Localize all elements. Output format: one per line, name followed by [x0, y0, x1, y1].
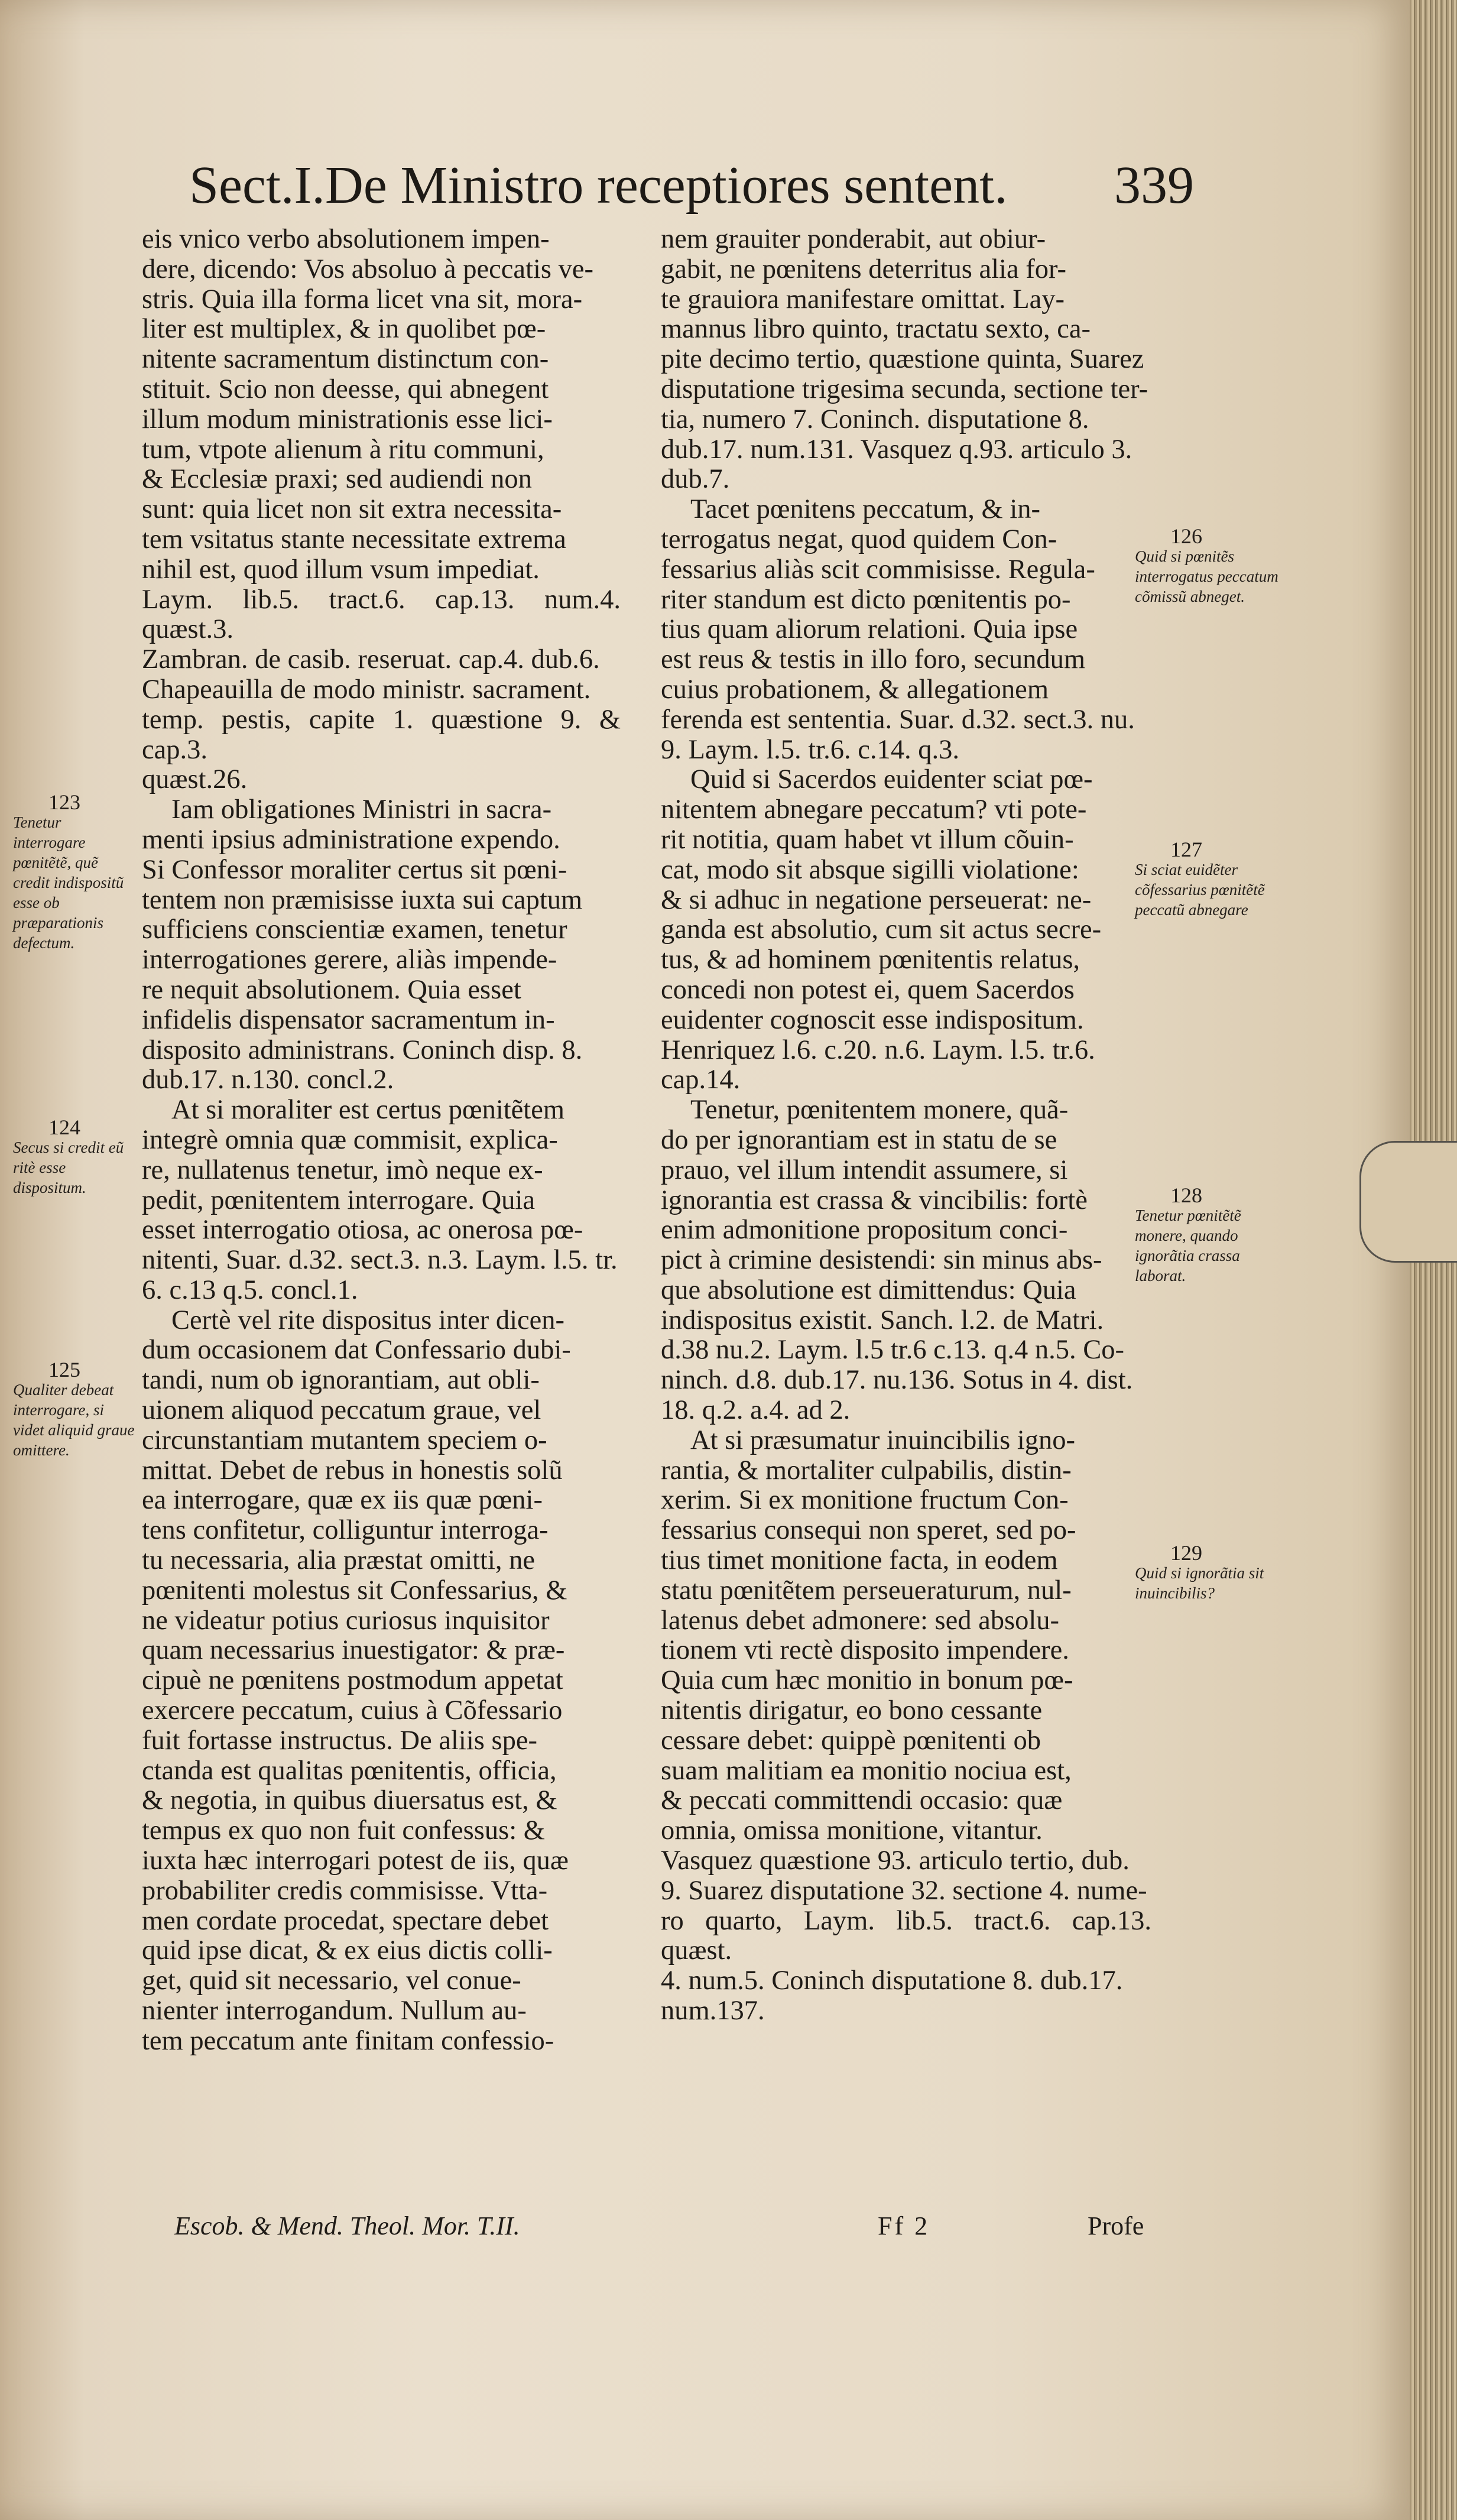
text-line: riter standum est dicto pœnitentis po- — [661, 584, 1071, 615]
text-line: fessarius consequi non speret, sed po- — [661, 1515, 1076, 1546]
text-line: eis vnico verbo absolutionem impen- — [142, 224, 550, 254]
signature-mark: Ff 2 — [878, 2211, 930, 2240]
bookmark-tab — [1359, 1141, 1457, 1263]
text-line: mannus libro quinto, tractatu sexto, ca- — [661, 314, 1091, 345]
margin-note-text: Qualiter debeat interrogare, si videt aliquid graue omittere. — [13, 1381, 135, 1459]
text-line: pœnitenti molestus sit Confessarius, & — [142, 1575, 567, 1606]
text-line: dum occasionem dat Confessario dubi- — [142, 1335, 571, 1366]
text-line: concedi non potest ei, quem Sacerdos — [661, 974, 1075, 1005]
margin-note-number: 124 — [48, 1115, 80, 1139]
text-line: xerim. Si ex monitione fructum Con- — [661, 1485, 1069, 1516]
margin-note-text: Tenetur pœnitẽtẽ monere, quando ignorãtia crassa laborat. — [1135, 1207, 1241, 1285]
text-line: circunstantiam mutantem speciem o- — [142, 1425, 547, 1455]
text-line: Chapeauilla de modo ministr. sacrament. — [142, 674, 591, 705]
margin-note-text: Si sciat euidẽter cõfessarius pœnitẽtẽ peccatũ abnegare — [1135, 861, 1265, 919]
text-line: tem vsitatus stante necessitate extrema — [142, 524, 566, 554]
text-line: est reus & testis in illo foro, secundum — [661, 644, 1086, 675]
text-line: tionem vti rectè disposito impendere. — [661, 1635, 1069, 1666]
margin-note-128 — [1135, 1185, 1283, 1286]
text-line: 9. Laym. l.5. tr.6. c.14. q.3. — [661, 734, 959, 765]
text-line: tens confitetur, colliguntur interroga- — [142, 1515, 549, 1546]
text-line: nem grauiter ponderabit, aut obiur- — [661, 224, 1046, 254]
text-line: mittat. Debet de rebus in honestis solũ — [142, 1455, 563, 1486]
text-line: euidenter cognoscit esse indispositum. — [661, 1004, 1084, 1035]
margin-note-number: 129 — [1170, 1541, 1202, 1565]
text-line: quid ipse dicat, & ex eius dictis colli- — [142, 1935, 553, 1966]
text-line: tia, numero 7. Coninch. disputatione 8. — [661, 404, 1089, 434]
text-line: & Ecclesiæ praxi; sed audiendi non — [142, 464, 532, 495]
text-line: tius quam aliorum relationi. Quia ipse — [661, 614, 1078, 645]
text-line: pite decimo tertio, quæstione quinta, Suarez — [661, 344, 1144, 375]
text-line: tandi, num ob ignorantiam, aut obli- — [142, 1365, 540, 1396]
text-line: uionem aliquod peccatum graue, vel — [142, 1395, 541, 1426]
text-line: nitentem abnegare peccatum? vti pote- — [661, 794, 1087, 825]
text-line: ctanda est qualitas pœnitentis, officia, — [142, 1755, 557, 1786]
text-line: At si moraliter est certus pœnitẽtem — [171, 1095, 565, 1126]
margin-note-124 — [13, 1117, 137, 1198]
text-line: fessarius aliàs scit commisisse. Regula- — [661, 554, 1095, 585]
text-line: temp. pestis, capite 1. quæstione 9. & cap.3. — [142, 704, 621, 765]
text-line: rantia, & mortaliter culpabilis, distin- — [661, 1455, 1072, 1486]
text-line: quæst.26. — [142, 764, 248, 795]
margin-note-125 — [13, 1360, 137, 1460]
margin-note-number: 126 — [1170, 524, 1202, 548]
text-line: nihil est, quod illum vsum impediat. — [142, 554, 540, 585]
text-line: sufficiens conscientiæ examen, tenetur — [142, 914, 567, 945]
text-line: prauo, vel illum intendit assumere, si — [661, 1154, 1068, 1185]
text-line: ignorantia est crassa & vincibilis: fortè — [661, 1185, 1088, 1215]
text-line: & si adhuc in negatione perseuerat: ne- — [661, 884, 1092, 915]
text-line: Quid si Sacerdos euidenter sciat pœ- — [690, 764, 1093, 795]
text-line: illum modum ministrationis esse lici- — [142, 404, 553, 434]
text-line: Iam obligationes Ministri in sacra- — [171, 794, 552, 825]
margin-note-number: 123 — [48, 790, 80, 814]
header-title: Sect.I.De Ministro receptiores sentent. — [189, 156, 1008, 215]
margin-note-123 — [13, 792, 137, 953]
text-line: ninch. d.8. dub.17. nu.136. Sotus in 4. dist. — [661, 1365, 1133, 1396]
text-line: tempus ex quo non fuit confessus: & — [142, 1815, 545, 1846]
text-line: quam necessarius inuestigator: & præ- — [142, 1635, 565, 1666]
text-line: do per ignorantiam est in statu de se — [661, 1124, 1057, 1155]
text-line: ferenda est sententia. Suar. d.32. sect.3. nu. — [661, 704, 1135, 735]
text-line: Henriquez l.6. c.20. n.6. Laym. l.5. tr.6. — [661, 1034, 1095, 1065]
text-line: que absolutione est dimittendus: Quia — [661, 1274, 1076, 1305]
text-line: Laym. lib.5. tract.6. cap.13. num.4. quæst.3. — [142, 584, 621, 645]
text-line: indispositus existit. Sanch. l.2. de Matri. — [661, 1305, 1104, 1335]
margin-note-127 — [1135, 839, 1283, 920]
text-line: cap.14. — [661, 1065, 741, 1095]
text-line: te grauiora manifestare omittat. Lay- — [661, 284, 1065, 314]
text-line: enim admonitione propositum conci- — [661, 1215, 1068, 1246]
text-line: rit notitia, quam habet vt illum cõuin- — [661, 824, 1074, 855]
text-line: iuxta hæc interrogari potest de iis, quæ — [142, 1846, 569, 1876]
text-line: Certè vel rite dispositus inter dicen- — [171, 1305, 565, 1335]
text-line: tum, vtpote alienum à ritu communi, — [142, 434, 544, 465]
text-line: 6. c.13 q.5. concl.1. — [142, 1274, 358, 1305]
text-line: disposito administrans. Coninch disp. 8. — [142, 1034, 583, 1065]
text-line: re nequit absolutionem. Quia esset — [142, 974, 521, 1005]
text-line: exercere peccatum, cuius à Cõfessario — [142, 1695, 563, 1726]
text-line: tentem non præmisisse iuxta sui captum — [142, 884, 583, 915]
text-line: tu necessaria, alia præstat omitti, ne — [142, 1545, 536, 1576]
margin-note-number: 125 — [48, 1358, 80, 1381]
text-line: ro quarto, Laym. lib.5. tract.6. cap.13. quæst. — [661, 1905, 1151, 1966]
right-text-column — [661, 225, 1151, 2026]
text-line: probabiliter credis commisisse. Vtta- — [142, 1875, 548, 1906]
text-line: 9. Suarez disputatione 32. sectione 4. nume- — [661, 1875, 1147, 1906]
catchword: Profe — [1088, 2211, 1144, 2240]
running-header — [189, 155, 1194, 216]
text-line: ganda est absolutio, cum sit actus secre- — [661, 914, 1102, 945]
text-line: tus, & ad hominem pœnitentis relatus, — [661, 945, 1080, 975]
margin-note-text: Tenetur interrogare pœnitẽtẽ, quẽ credit indispositũ esse ob præparationis defectum. — [13, 813, 124, 952]
text-line: ea interrogare, quæ ex iis quæ pœni- — [142, 1485, 543, 1516]
text-line: Si Confessor moraliter certus sit pœni- — [142, 854, 567, 885]
margin-note-number: 127 — [1170, 838, 1202, 861]
text-line: cipuè ne pœnitens postmodum appetat — [142, 1665, 563, 1696]
text-line: At si præsumatur inuincibilis igno- — [690, 1425, 1075, 1455]
margin-note-text: Quid si ignorãtia sit inuincibilis? — [1135, 1564, 1264, 1602]
text-line: nienter interrogandum. Nullum au- — [142, 1996, 527, 2026]
text-line: tius timet monitione facta, in eodem — [661, 1545, 1058, 1576]
page-number: 339 — [1114, 156, 1194, 215]
text-line: Zambran. de casib. reseruat. cap.4. dub.6. — [142, 644, 600, 675]
text-line: Tenetur, pœnitentem monere, quã- — [690, 1095, 1069, 1126]
text-line: & negotia, in quibus diuersatus est, & — [142, 1785, 557, 1816]
text-line: gabit, ne pœnitens deterritus alia for- — [661, 254, 1067, 284]
text-line: latenus debet admonere: sed absolu- — [661, 1605, 1060, 1636]
text-line: integrè omnia quæ commisit, explica- — [142, 1124, 558, 1155]
text-line: Tacet pœnitens peccatum, & in- — [690, 494, 1040, 525]
text-line: ne videatur potius curiosus inquisitor — [142, 1605, 550, 1636]
text-line: pedit, pœnitentem interrogare. Quia — [142, 1185, 535, 1215]
text-line: & peccati committendi occasio: quæ — [661, 1785, 1063, 1816]
margin-note-126 — [1135, 526, 1283, 607]
margin-note-text: Secus si credit eũ ritè esse dispositum. — [13, 1139, 124, 1196]
text-line: cuius probationem, & allegationem — [661, 674, 1049, 705]
text-line: 18. q.2. a.4. ad 2. — [661, 1395, 851, 1426]
margin-note-text: Quid si pœnitẽs interrogatus peccatum cõmissũ abneget. — [1135, 547, 1278, 605]
text-line: tem peccatum ante finitam confessio- — [142, 2025, 554, 2056]
text-line: esset interrogatio otiosa, ac onerosa pœ- — [142, 1215, 583, 1246]
text-line: men cordate procedat, spectare debet — [142, 1905, 549, 1936]
text-line: dub.17. n.130. concl.2. — [142, 1065, 394, 1095]
text-line: dub.17. num.131. Vasquez q.93. articulo 3. — [661, 434, 1132, 465]
margin-note-129 — [1135, 1543, 1283, 1603]
text-line: menti ipsius administratione expendo. — [142, 824, 560, 855]
text-line: statu pœnitẽtem perseueraturum, nul- — [661, 1575, 1072, 1606]
text-line: d.38 nu.2. Laym. l.5 tr.6 c.13. q.4 n.5. Co- — [661, 1335, 1124, 1366]
text-line: cat, modo sit absque sigilli violatione: — [661, 854, 1079, 885]
footer-running-title: Escob. & Mend. Theol. Mor. T.II. — [174, 2211, 520, 2240]
text-line: 4. num.5. Coninch disputatione 8. dub.17. — [661, 1966, 1123, 1996]
text-line: dere, dicendo: Vos absoluo à peccatis ve- — [142, 254, 594, 284]
text-line: cessare debet: quippè pœnitenti ob — [661, 1725, 1041, 1756]
text-line: dub.7. — [661, 464, 730, 495]
text-line: fuit fortasse instructus. De aliis spe- — [142, 1725, 537, 1756]
text-line: num.137. — [661, 1996, 765, 2026]
text-line: re, nullatenus tenetur, imò neque ex- — [142, 1154, 543, 1185]
text-line: stituit. Scio non deesse, qui abnegent — [142, 374, 549, 404]
text-line: pict à crimine desistendi: sin minus abs- — [661, 1245, 1102, 1276]
text-line: omnia, omissa monitione, vitantur. — [661, 1815, 1043, 1846]
text-line: nitente sacramentum distinctum con- — [142, 344, 549, 375]
text-line: suam malitiam ea monitio nociua est, — [661, 1755, 1072, 1786]
text-line: get, quid sit necessario, vel conue- — [142, 1966, 521, 1996]
margin-note-number: 128 — [1170, 1183, 1202, 1207]
text-line: infidelis dispensator sacramentum in- — [142, 1004, 555, 1035]
text-line: liter est multiplex, & in quolibet pœ- — [142, 314, 546, 345]
text-line: sunt: quia licet non sit extra necessita- — [142, 494, 562, 525]
left-text-column — [142, 225, 621, 2057]
text-line: disputatione trigesima secunda, sectione ter- — [661, 374, 1148, 404]
text-line: nitentis dirigatur, eo bono cessante — [661, 1695, 1043, 1726]
text-line: nitenti, Suar. d.32. sect.3. n.3. Laym. l.5. tr. — [142, 1245, 618, 1276]
text-line: terrogatus negat, quod quidem Con- — [661, 524, 1057, 554]
text-line: stris. Quia illa forma licet vna sit, mora- — [142, 284, 583, 314]
text-line: Vasquez quæstione 93. articulo tertio, dub. — [661, 1846, 1130, 1876]
text-line: Quia cum hæc monitio in bonum pœ- — [661, 1665, 1073, 1696]
text-line: interrogationes gerere, aliàs impende- — [142, 945, 557, 975]
